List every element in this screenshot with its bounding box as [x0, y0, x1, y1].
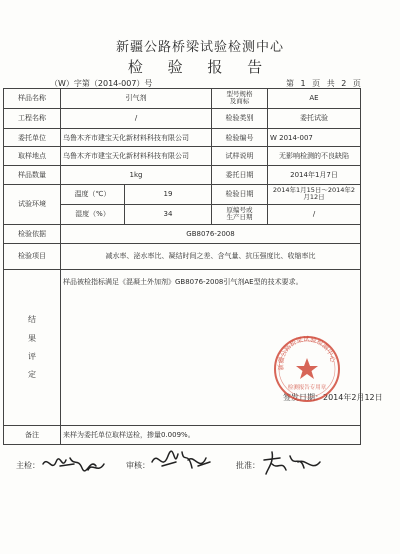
temp-label: 温度（℃） — [61, 185, 125, 205]
remarks-label: 备注 — [4, 426, 61, 445]
seal-text-top: 新疆公路桥梁试验检测中心 — [276, 335, 337, 371]
humidity-value: 34 — [125, 204, 212, 224]
quantity-label: 样品数量 — [4, 166, 61, 185]
project-value: / — [61, 108, 212, 128]
conclusion-label: 结 果 评 定 — [4, 269, 61, 426]
issuer-signature — [260, 448, 326, 478]
reviewer-signature — [148, 446, 214, 478]
sample-name-value: 引气剂 — [61, 89, 212, 109]
commission-date-label: 委托日期 — [212, 166, 268, 185]
page-info: 第 1 页 共 2 页 — [286, 79, 361, 88]
report-number: （W）字第（2014-007）号 — [50, 79, 153, 88]
test-category-value: 委托试验 — [268, 108, 361, 128]
client-value: 乌鲁木齐市建宝天化新材料科技有限公司 — [61, 128, 212, 147]
quantity-value: 1kg — [61, 166, 212, 185]
test-number-label: 检验编号 — [212, 128, 268, 147]
report-title: 检 验 报 告 — [127, 58, 273, 76]
temp-value: 19 — [125, 185, 212, 205]
model-label: 型号规格 及商标 — [212, 89, 268, 109]
basis-value: GB8076-2008 — [61, 224, 361, 244]
test-date-value: 2014年1月15日～2014年2月12日 — [268, 185, 361, 205]
env-label: 试验环境 — [4, 185, 61, 225]
batch-value: / — [268, 204, 361, 224]
approver-label: 主检： — [16, 461, 40, 470]
sampling-value: 乌鲁木齐市建宝天化新材料科技有限公司 — [61, 147, 212, 166]
batch-label: 原编号或 生产日期 — [212, 204, 268, 224]
sample-name-label: 样品名称 — [4, 89, 61, 109]
test-number-value: W 2014-007 — [268, 128, 361, 147]
conclusion-text: 样品被检指标满足《混凝土外加剂》GB8076-2008引气剂AE型的技术要求。 — [61, 269, 361, 426]
client-label: 委托单位 — [4, 128, 61, 147]
sample-desc-label: 试样说明 — [212, 147, 268, 166]
seal-text-bottom: 检测报告专用章 — [287, 385, 327, 391]
basis-label: 检验依据 — [4, 224, 61, 244]
items-value: 减水率、泌水率比、凝结时间之差、含气量、抗压强度比、收缩率比 — [61, 244, 361, 269]
sampling-label: 取样地点 — [4, 147, 61, 166]
org-name: 新疆公路桥梁试验检测中心 — [115, 40, 284, 55]
sample-desc-value: 无影响检测的不良缺陷 — [268, 147, 361, 166]
issuer-label: 批准： — [236, 461, 260, 470]
test-date-label: 检验日期 — [212, 185, 268, 205]
test-category-label: 检验类别 — [212, 108, 268, 128]
commission-date-value: 2014年1月7日 — [268, 166, 361, 185]
remarks-value: 来样为委托单位取样送检，掺量0.009%。 — [61, 426, 361, 445]
humidity-label: 湿度（%） — [61, 204, 125, 224]
reviewer-label: 审核： — [126, 461, 150, 470]
official-seal — [272, 334, 342, 404]
items-label: 检验项目 — [4, 244, 61, 269]
project-label: 工程名称 — [4, 108, 61, 128]
approver-signature — [40, 452, 110, 478]
sign-date: 签发日期：2014年2月12日 — [283, 393, 383, 402]
model-value: AE — [268, 89, 361, 109]
